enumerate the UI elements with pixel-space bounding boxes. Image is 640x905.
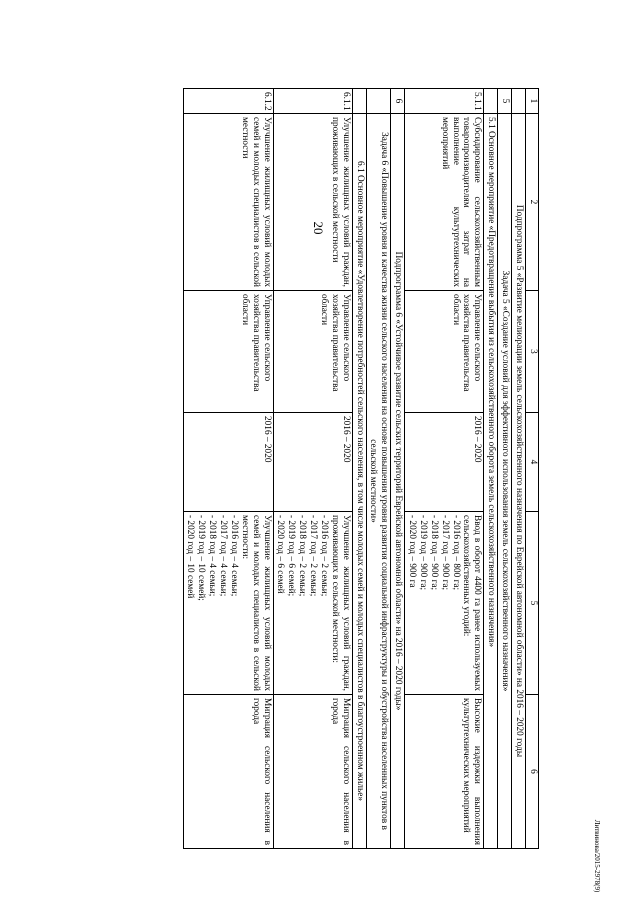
column-number-row — [526, 89, 539, 849]
result-line: - 2017 год – 900 га; — [439, 515, 450, 591]
result-intro: Улучшение жилищных условий граждан, проживающих в сельской местности: — [329, 515, 351, 691]
task-6-row — [366, 89, 391, 849]
result-line: - 2017 год – 4 семьи; — [218, 515, 229, 597]
measure-name: Улучшение жилищных условий граждан, проживающих в сельской местности — [273, 114, 352, 291]
result-line: - 2016 год – 4 семьи; — [229, 515, 239, 597]
column-header: 3 — [526, 291, 539, 413]
row-number: 6.1.2 — [183, 89, 273, 114]
column-header: 5 — [526, 512, 539, 695]
table-row — [273, 89, 352, 849]
task-5-row — [498, 89, 512, 849]
measure-5-1-row — [484, 89, 498, 849]
program-measures-table — [183, 88, 539, 849]
period: 2016 – 2020 — [405, 413, 484, 512]
executor: Управление сельского хозяйства правительства области — [405, 291, 484, 413]
subprogram-6-title-row — [391, 89, 405, 849]
period: 2016 – 2020 — [183, 413, 273, 512]
result-line: - 2020 год – 10 семей — [185, 515, 196, 599]
result-line: - 2016 год – 800 га; — [450, 515, 461, 591]
consequence: Миграция сельского населения в города — [183, 695, 273, 849]
document-table-container — [91, 88, 539, 848]
task-5-number: 5 — [498, 89, 512, 114]
result-intro: Улучшение жилищных условий молодых семей и молодых специалистов в сельской местности: — [239, 515, 272, 691]
result-line: - 2020 год – 900 га — [407, 515, 418, 588]
measure-6-1-title: 6.1 Основное мероприятие «Удовлетворение потребностей сельского населения, в том числе молодых семей и молодых специалистов в благоустроенном жилье» — [352, 114, 366, 849]
footer-document-code: Литвинова/2015-2978(9) — [593, 819, 601, 893]
table-row — [183, 89, 273, 849]
result-intro: Ввод в оборот 4400 га ранее используемых сельскохозяйственных угодий: — [461, 515, 483, 691]
subprogram-5-title-row — [512, 89, 526, 849]
table-row — [405, 89, 484, 849]
row-number: 5.1.1 — [405, 89, 484, 114]
result-line: - 2016 год – 2 семьи; — [319, 515, 329, 597]
consequence: Миграция сельского населения в города — [273, 695, 352, 849]
column-header: 1 — [526, 89, 539, 114]
measure-name: Улучшение жилищных условий молодых семей и молодых специалистов в сельской местности — [183, 114, 273, 291]
period: 2016 – 2020 — [273, 413, 352, 512]
expected-result — [183, 512, 273, 695]
executor: Управление сельского хозяйства правительства области — [273, 291, 352, 413]
measure-name: Субсидирование сельскохозяйственным товаропроизводителям затрат на выполнение культуртехнических мероприятий — [405, 114, 484, 291]
result-line: - 2017 год – 2 семьи; — [308, 515, 319, 597]
column-header: 6 — [526, 695, 539, 849]
result-line: - 2019 год – 10 семей; — [196, 515, 207, 601]
subprogram-6-title: Подпрограмма 6 «Устойчивое развитие сельских территорий Еврейской автономной области» на 2016 – 2020 годы» — [391, 114, 405, 849]
row-number: 6.1.1 — [273, 89, 352, 114]
result-line: - 2020 год – 6 семей — [275, 515, 286, 594]
subprogram-6-number: 6 — [391, 89, 405, 114]
task-6-title: Задача 6 «Повышение уровня и качества жизни сельского населения на основе повышения уровня развития социальной инфраструктуры и обустройства населенных пунктов в сельской местности» — [366, 114, 391, 849]
subprogram-5-title: Подпрограмма 5 «Развитие мелиорации земель сельскохозяйственного назначения по Еврейской автономной области» на 2016 – 2020 годы — [512, 114, 526, 849]
measure-5-1-title: 5.1 Основное мероприятие «Предотвращение выбытия из сельскохозяйственного оборота земель сельскохозяйственного назначения» — [484, 114, 498, 849]
result-line: - 2018 год – 900 га; — [428, 515, 439, 591]
measure-6-1-row — [352, 89, 366, 849]
result-line: - 2018 год – 4 семьи; — [207, 515, 218, 597]
expected-result — [273, 512, 352, 695]
result-line: - 2019 год – 900 га; — [418, 515, 428, 591]
result-line: - 2019 год – 6 семей; — [286, 515, 297, 597]
column-header: 2 — [526, 114, 539, 291]
executor: Управление сельского хозяйства правительства области — [183, 291, 273, 413]
page-number: 20 — [311, 221, 326, 235]
task-5-title: Задача 5 «Создание условий для эффективного использования земель сельскохозяйственного назначения» — [498, 114, 512, 849]
consequence: Высокие издержки выполнения культуртехнических мероприятий — [405, 695, 484, 849]
expected-result — [405, 512, 484, 695]
column-header: 4 — [526, 413, 539, 512]
result-line: - 2018 год – 2 семьи; — [297, 515, 308, 597]
